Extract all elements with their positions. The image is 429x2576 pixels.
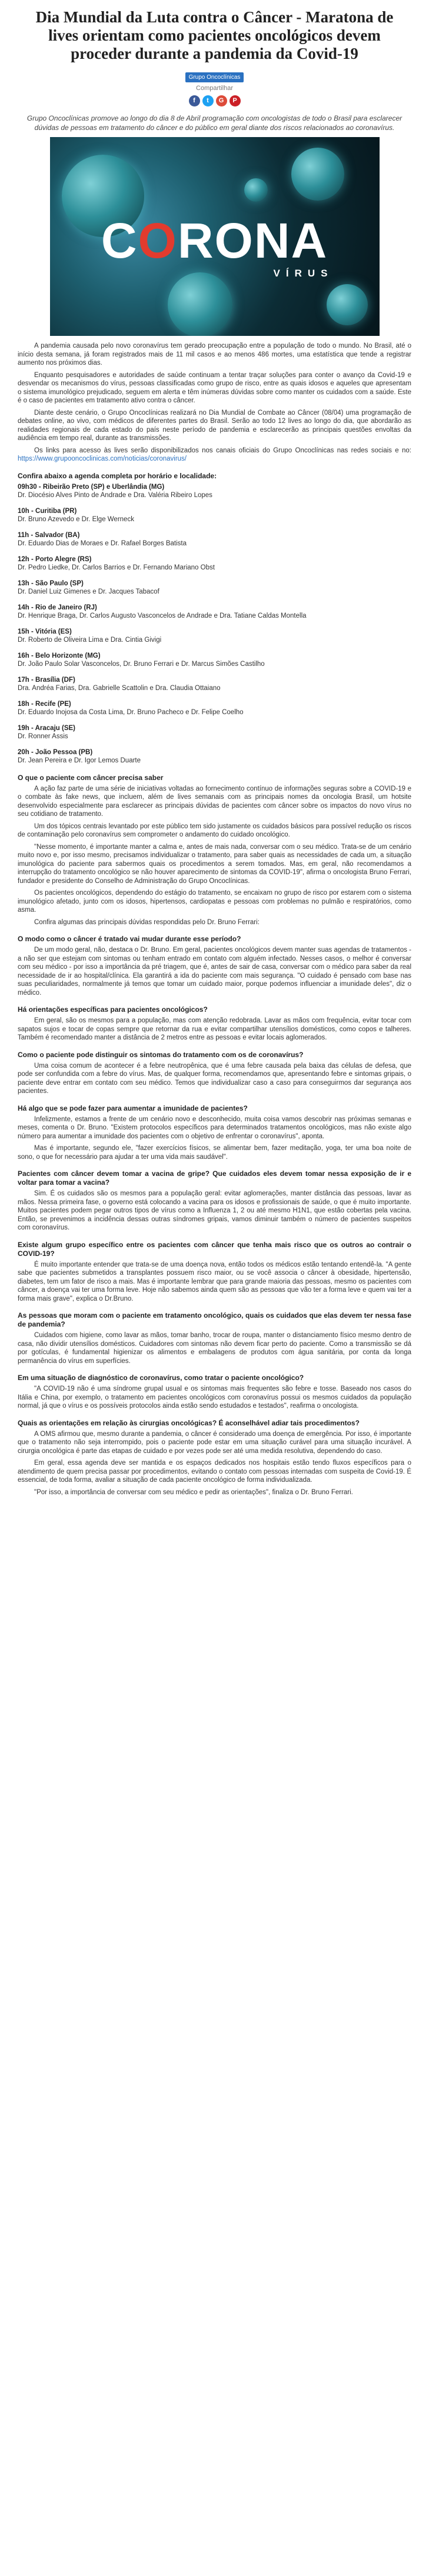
twitter-icon[interactable]: t (202, 95, 214, 106)
question-heading: Há algo que se pode fazer para aumentar a imunidade de pacientes? (18, 1104, 248, 1112)
google-plus-icon[interactable]: G (216, 95, 227, 106)
links-text: Os links para acesso às lives serão disponibilizados nos canais oficiais do Grupo Oncoclínicas nas redes sociais e no: (34, 446, 411, 454)
answer-paragraph: Sim. É os cuidados são os mesmos para a população geral: evitar aglomerações, manter distância das pessoas, lavar as mãos. Nessa primeira fase, o governo está colocando a vacina para os idosos e profissionais de saúde, o que é muito importante. Muitos pacientes podem pegar outros tipos de vírus como a Influenza 1, 2 ou até mesmo H1N1, que estão cobertas pela vacina. Então, se prevenimos a incidência dessas outras síndromes gripais, vamos diminuir também o número de pacientes suspeitos com coronavírus. (18, 1190, 411, 1231)
article-lead: Grupo Oncoclínicas promove ao longo do dia 8 de Abril programação com oncologistas de todo o Brasil para esclarecer dúvidas de pessoas em tratamento do câncer e do público em geral diante dos riscos relacionados ao coronavírus. (26, 114, 403, 132)
answer-paragraph: A OMS afirmou que, mesmo durante a pandemia, o câncer é considerado uma doença de emergência. Por isso, é importante que o tratamento não seja interrompido, pois o paciente pode estar em uma situação curável para uma situação incurável. A cirurgia oncológica é parte das etapas de cuidado e por vezes pode ser até uma medida resolutiva, dependendo do caso. (18, 1430, 411, 1455)
qa-section (18, 774, 411, 1497)
answer-paragraph: "Por isso, a importância de conversar com seu médico e pedir as orientações", finaliza o Dr. Bruno Ferrari. (34, 1488, 353, 1496)
news-link[interactable]: https://www.grupooncoclinicas.com/noticias/coronavirus/ (18, 455, 187, 462)
answer-paragraph: De um modo geral, não, destaca o Dr. Bruno. Em geral, pacientes oncológicos devem manter suas agendas de tratamentos - a não ser que estejam com sintomas ou tenham entrado em contato com alguém infectado. Nesses casos, o melhor é conversar com seu médico - por isso a importância da pré triagem, que é, antes de sair de casa, conversar com o médico para saber da real necessidade de ir ao hospital/clínica. Ela garantirá a ida do paciente com mais segurança. "O cuidado é pensado com base nas suas peculiaridades, normalmente já temos que tomar um cuidado maior, porque podemos influenciar a imunidade deles", diz o médico. (18, 947, 411, 997)
answer-paragraph: Infelizmente, estamos a frente de um cenário novo e desconhecido, muita coisa vamos descobrir nas próximas semanas e meses, comenta o Dr. Bruno. "Existem protocolos específicos para determinados tratamentos oncológicos, mas não existe algo número para aumentar a imunidade dos pacientes com o objetivo de enfrentar o coronavírus", aponta. (18, 1115, 411, 1140)
schedule-doctors: Dr. Daniel Luiz Gimenes e Dr. Jacques Tabacof (18, 588, 159, 595)
schedule-doctors: Dr. Roberto de Oliveira Lima e Dra. Cintia Givigi (18, 636, 162, 644)
share-label: Compartilhar (196, 85, 233, 92)
schedule-title: Confira abaixo a agenda completa por horário e localidade: (18, 471, 217, 480)
question-heading: As pessoas que moram com o paciente em tratamento oncológico, quais os cuidados que elas devem ter nessa fase de pandemia? (18, 1311, 411, 1328)
answer-paragraph: Em geral, essa agenda deve ser mantida e os espaços dedicados nos hospitais estão tendo fluxos específicos para o atendimento de quem precisa passar por procedimentos, evitando o contato com pessoas internadas com suspeita de Covid-19. É essencial, de toda forma, avaliar a situação de cada paciente oncológico de forma individualizada. (18, 1459, 411, 1484)
schedule-doctors: Dra. Andréa Farias, Dra. Gabrielle Scattolin e Dra. Claudia Ottaiano (18, 685, 221, 692)
schedule-slot: 20h - João Pessoa (PB) (18, 748, 93, 756)
question-heading: Quais as orientações em relação às cirurgias oncológicas? É aconselhável adiar tais procedimentos? (18, 1418, 360, 1427)
answer-paragraph: Confira algumas das principais dúvidas respondidas pelo Dr. Bruno Ferrari: (34, 918, 260, 926)
hero-subword: VÍRUS (273, 268, 334, 279)
schedule-doctors: Dr. Bruno Azevedo e Dr. Elge Werneck (18, 516, 134, 523)
schedule-slot: 13h - São Paulo (SP) (18, 579, 84, 587)
intro-paragraph: Enquanto pesquisadores e autoridades de saúde continuam a tentar traçar soluções para conter o avanço da Covid-19 e desvendar os mecanismos do vírus, pessoas classificadas como grupo de risco, entre as quais idosos e aqueles que apresentam o sistema imunológico prejudicado, seguem em alerta e têm inúmeras dúvidas sobre como manter os cuidados com a saúde. Este é o caso de pacientes em tratamento ativo contra o câncer. (18, 371, 411, 404)
schedule-doctors: Dr. Diocésio Alves Pinto de Andrade e Dra. Valéria Ribeiro Lopes (18, 492, 212, 499)
links-paragraph (18, 446, 411, 464)
intro-section (18, 342, 411, 443)
question-heading: Em uma situação de diagnóstico de coronavírus, como tratar o paciente oncológico? (18, 1374, 304, 1382)
schedule-doctors: Dr. Eduardo Inojosa da Costa Lima, Dr. Bruno Pacheco e Dr. Felipe Coelho (18, 709, 244, 716)
schedule-doctors: Dr. Eduardo Dias de Moraes e Dr. Rafael Borges Batista (18, 540, 187, 547)
answer-paragraph: Em geral, são os mesmos para a população, mas com atenção redobrada. Lavar as mãos com frequência, evitar tocar com sapatos sujos e tocar de copas sempre que retornar da rua e evitar compartilhar utensílios domésticos, como copos e talheres. Também é recomendado manter a distância de 2 metros entre as pessoas e evitar locais aglomerados. (18, 1017, 411, 1041)
intro-paragraph: A pandemia causada pelo novo coronavírus tem gerado preocupação entre a população de todo o mundo. No Brasil, até o início desta semana, já foram registrados mais de 11 mil casos e ao menos 486 mortes, uma estatística que tende a registrar aumento nos próximos dias. (18, 342, 411, 366)
question-heading: Há orientações específicas para pacientes oncológicos? (18, 1005, 208, 1014)
schedule-list (18, 483, 411, 765)
schedule-slot: 11h - Salvador (BA) (18, 531, 80, 539)
schedule-doctors: Dr. Ronner Assis (18, 733, 68, 740)
schedule-doctors: Dr. Pedro Liedke, Dr. Carlos Barrios e Dr. Fernando Mariano Obst (18, 564, 215, 571)
pinterest-icon[interactable]: P (230, 95, 241, 106)
article-title: Dia Mundial da Luta contra o Câncer - Maratona de lives orientam como pacientes oncológicos devem proceder durante a pandemia da Covid-19 (35, 8, 394, 62)
schedule-slot: 15h - Vitória (ES) (18, 628, 72, 635)
question-heading: Como o paciente pode distinguir os sintomas do tratamento com os de coronavírus? (18, 1050, 304, 1059)
schedule-slot: 14h - Rio de Janeiro (RJ) (18, 604, 97, 611)
answer-paragraph: Cuidados com higiene, como lavar as mãos, tomar banho, trocar de roupa, manter o distanciamento físico mesmo dentro de casa, não dividir utensílios domésticos. Cuidadores com sintomas não devem ficar perto do paciente. Como a transmissão se dá por gotículas, é fundamental higienizar os alimentos e embalagens de produtos com água sanitária, por conta da longa permanência do vírus em superfícies. (18, 1332, 411, 1365)
schedule-slot: 10h - Curitiba (PR) (18, 507, 77, 515)
schedule-doctors: Dr. Henrique Braga, Dr. Carlos Augusto Vasconcelos de Andrade e Dra. Tatiane Caldas Montella (18, 612, 307, 619)
schedule-slot: 09h30 - Ribeirão Preto (SP) e Uberlândia (MG) (18, 483, 165, 491)
schedule-slot: 18h - Recife (PE) (18, 700, 71, 708)
hero-image (50, 137, 380, 336)
hero-word: CORONA (101, 213, 328, 268)
share-buttons (18, 95, 411, 106)
answer-paragraph: Um dos tópicos centrais levantado por este público tem sido justamente os cuidados básicos para possível redução os riscos de contaminação pelo coronavírus sem comprometer o andamento do cuidado oncológico. (18, 822, 411, 838)
schedule-doctors: Dr. João Paulo Solar Vasconcelos, Dr. Bruno Ferrari e Dr. Marcus Simões Castilho (18, 661, 265, 668)
schedule-slot: 17h - Brasília (DF) (18, 676, 75, 684)
question-heading: O que o paciente com câncer precisa saber (18, 773, 164, 782)
answer-paragraph: "A COVID-19 não é uma síndrome grupal usual e os sintomas mais frequentes são febre e tosse. Baseado nos casos do Itália e China, por exemplo, o tratamento em pacientes oncológicos com coronavírus possui os mesmos cuidados da população normal, já que o vírus e os possíveis protocolos ainda estão sendo estudados e testados", reafirma o oncologista. (18, 1385, 411, 1409)
schedule-slot: 16h - Belo Horizonte (MG) (18, 652, 101, 659)
answer-paragraph: É muito importante entender que trata-se de uma doença nova, então todos os médicos estão tentando entendê-la. "A gente sabe que pacientes submetidos a transplantes possuem risco maior, ou se você associa o câncer à obesidade, hipertensão, diabetes, tem um fator de risco a mais. Mas é importante lembrar que para grande maioria das pessoas, mesmo os pacientes com câncer, a doença vai ter uma forma leve. Hoje não sabemos ainda quem são as pessoas que vão ter a forma leve e quem vai ter a forma mais grave", explica o Dr.Bruno. (18, 1261, 411, 1302)
schedule-slot: 19h - Aracaju (SE) (18, 724, 75, 732)
category-tag[interactable]: Grupo Oncoclínicas (185, 72, 244, 82)
answer-paragraph: Uma coisa comum de acontecer é a febre neutropênica, que é uma febre causada pela baixa das células de defesa, que pode ser confundida com a febre do vírus. Mas, de qualquer forma, recomendamos que, apresentando febre e sintomas gripais, o paciente deve entrar em contato com seu médico. Temos que individualizar caso a caso para conseguirmos dar segurança aos pacientes. (18, 1062, 411, 1095)
answer-paragraph: A ação faz parte de uma série de iniciativas voltadas ao fornecimento contínuo de informações seguras sobre a COVID-19 e o combate às fake news, que incluem, além de lives semanais com as principais nomes da oncologia Brasil, um hotsite desenvolvido especialmente para esclarecer as principais dúvidas de pacientes com câncer sobre os impactos do novo vírus no seu cotidiano de tratamento. (18, 785, 411, 818)
schedule-slot: 12h - Porto Alegre (RS) (18, 555, 92, 563)
answer-paragraph: Mas é importante, segundo ele, "fazer exercícios físicos, se alimentar bem, fazer meditação, yoga, ter uma boa noite de sono, o que for necessário para ajudar a ter uma vida mais saudável". (18, 1145, 411, 1161)
answer-paragraph: "Nesse momento, é importante manter a calma e, antes de mais nada, conversar com o seu médico. Trata-se de um cenário muito novo e, por isso mesmo, precisamos individualizar o tratamento, para saber quais as necessidades de cada um, a situação imunológica do paciente para sabermos quais os procedimentos a serem tomados. Mas, em geral, não recomendamos a interrupção do tratamento oncológico se não houver aparecimento de sintomas da COVID-19", afirma o oncologista Bruno Ferrari, fundador e presidente do Conselho de Administração do Grupo Oncoclínicas. (18, 843, 411, 885)
question-heading: Existe algum grupo específico entre os pacientes com câncer que tenha mais risco que os outros ao contrair o COVID-19? (18, 1240, 411, 1258)
answer-paragraph: Os pacientes oncológicos, dependendo do estágio do tratamento, se encaixam no grupo de risco por estarem com o sistema imunológico afetado, junto com os idosos, hipertensos, cardiopatas e pessoas com problemas no pulmão e respiratórios, como asma. (18, 889, 411, 914)
question-heading: Pacientes com câncer devem tomar a vacina de gripe? Que cuidados eles devem tomar nessa exposição de ir e voltar para tomar a vacina? (18, 1169, 411, 1187)
intro-paragraph: Diante deste cenário, o Grupo Oncoclínicas realizará no Dia Mundial de Combate ao Câncer (08/04) uma programação de debates online, ao vivo, com médicos de diferentes partes do Brasil. Serão ao todo 12 lives ao longo do dia, que abordarão as realidades regionais de cada estado do país neste período de pandemia e esclarecerão as principais questões envoltas da audiência em tempo real, durante as transmissões. (18, 409, 411, 442)
question-heading: O modo como o câncer é tratado vai mudar durante esse período? (18, 935, 241, 943)
facebook-icon[interactable]: f (189, 95, 200, 106)
schedule-doctors: Dr. Jean Pereira e Dr. Igor Lemos Duarte (18, 757, 141, 764)
